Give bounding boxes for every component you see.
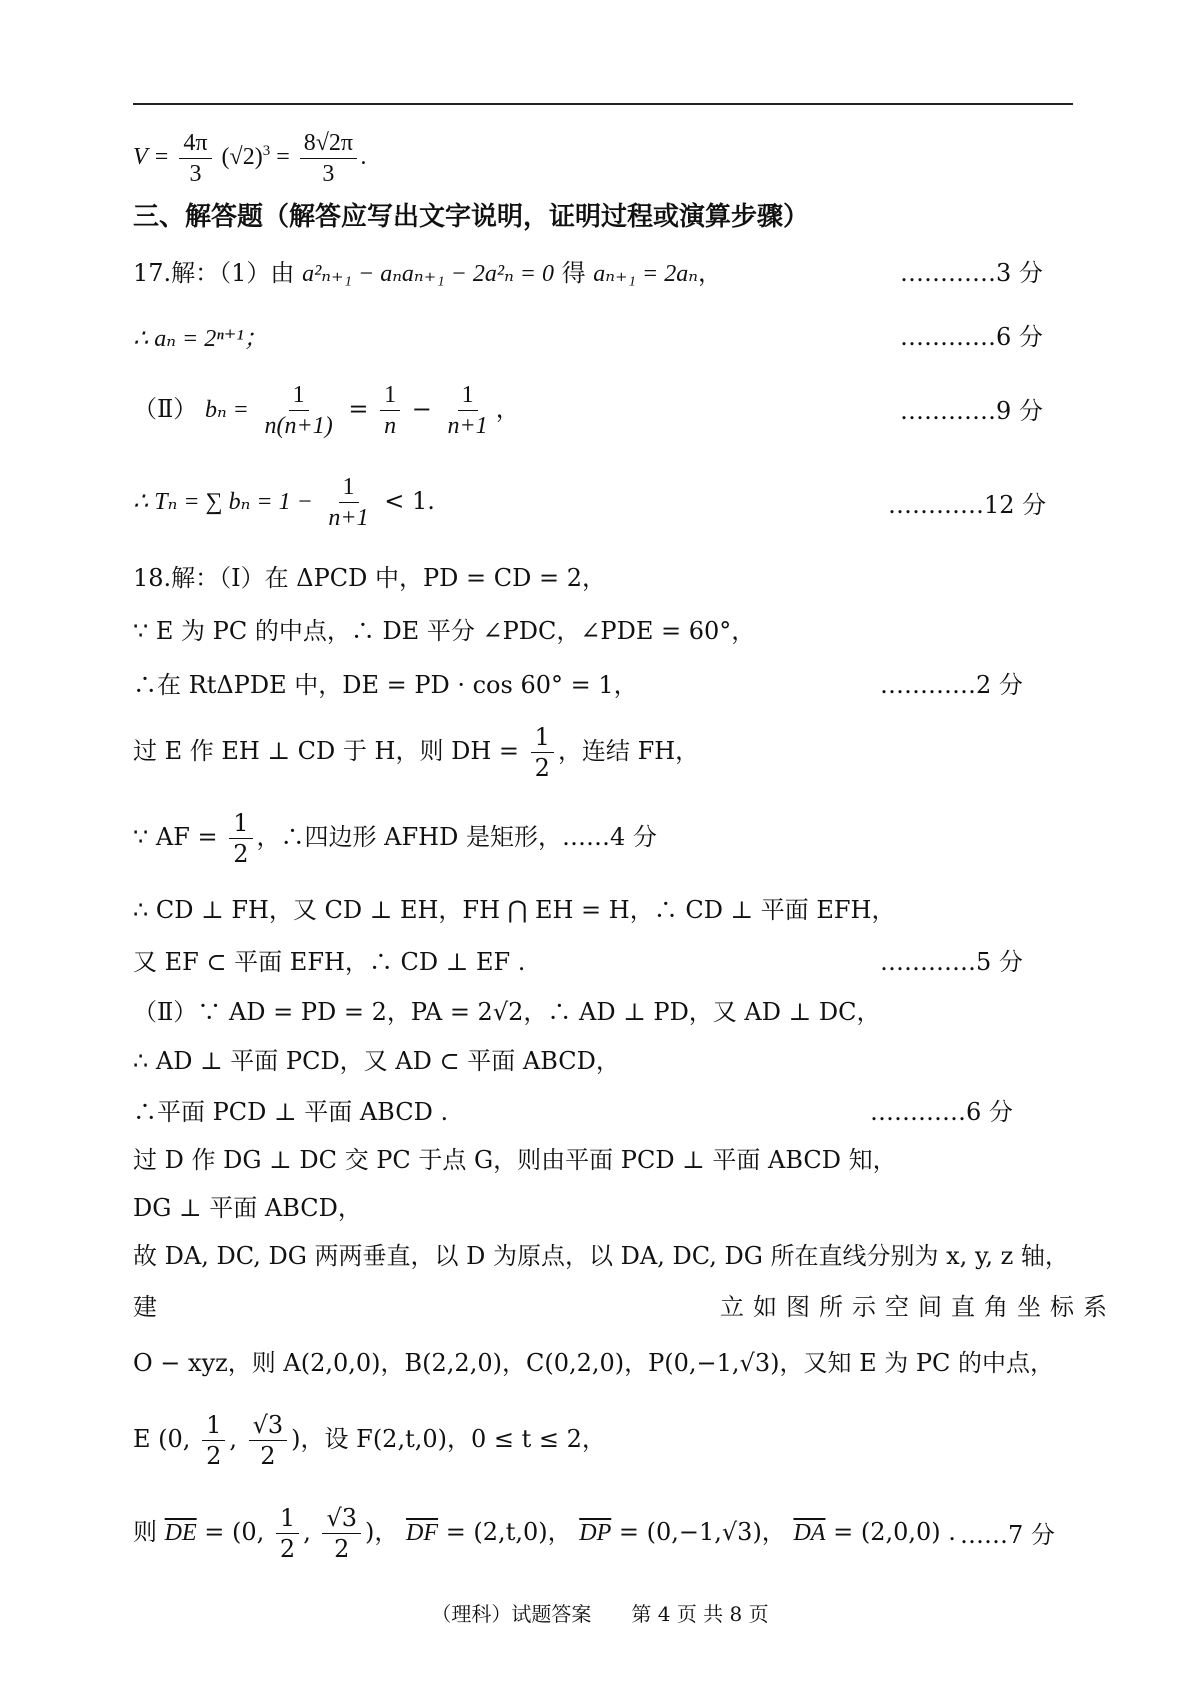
score-mark: …………9 分 bbox=[900, 397, 1043, 425]
q18-line-16: E (0, $\frac{1}{2}$ , $\frac{√3}{2}$ )，设 F(2,t,0)，0 ≤ t ≤ 2， bbox=[133, 1411, 606, 1470]
fraction: $\frac{1}{n+1}$ bbox=[328, 474, 369, 531]
q18-line-11: 过 D 作 DG ⊥ DC 交 PC 于点 G，则由平面 PCD ⊥ 平面 ABCD 知， bbox=[133, 1146, 897, 1174]
q18-line-3: ∴在 RtΔPDE 中，DE = PD · cos 60° = 1， bbox=[133, 671, 638, 699]
q17-line-4: ∴ Tₙ = ∑ bₙ = 1 − $\frac{1}{n+1}$ < 1. bbox=[133, 474, 435, 531]
vector-label: $\overline{DA}$ bbox=[793, 1520, 826, 1546]
fraction: $\frac{4\pi}{3}$ bbox=[179, 128, 211, 189]
q18-line-1: 18.解：（Ⅰ）在 ΔPCD 中，PD = CD = 2， bbox=[133, 564, 606, 592]
fraction: $\frac{1}{2}$ bbox=[276, 1503, 299, 1564]
q18-line-17: 则 $\overline{DE} = (0$, $\frac{1}{2}$ , $\frac{√3}{2}$ )， $\overline{DF} = (2,t,0)$， $\overline{DP} = (0,-1,√3)$， $\overline{DA} = (2,0,0)$ . bbox=[133, 1504, 956, 1563]
vector-label: $\overline{DP}$ bbox=[579, 1520, 612, 1546]
q18-line-10: ∴平面 PCD ⊥ 平面 ABCD . bbox=[133, 1098, 449, 1126]
fraction: $\frac{√3}{2}$ bbox=[322, 1503, 361, 1564]
score-mark: …………2 分 bbox=[880, 671, 1023, 699]
vector-label: $\overline{DF}$ bbox=[406, 1520, 439, 1546]
q18-line-5: ∵ AF = $\frac{1}{2}$ ，∴四边形 AFHD 是矩形，……4 分 bbox=[133, 809, 657, 868]
q18-line-15: O − xyz，则 A(2,0,0)，B(2,2,0)，C(0,2,0)，P(0,−1,√3)，又知 E 为 PC 的中点， bbox=[133, 1349, 1055, 1377]
q18-line-14-right: 立如图所示空间直角坐标系 bbox=[720, 1293, 1116, 1321]
q18-line-13: 故 DA, DC, DG 两两垂直，以 D 为原点，以 DA, DC, DG 所在直线分别为 x, y, z 轴， bbox=[133, 1242, 1069, 1270]
fraction: $\frac{1}{n+1}$ bbox=[447, 382, 488, 439]
fraction: $\frac{1}{n(n+1)}$ bbox=[264, 382, 333, 439]
q18-line-4: 过 E 作 EH ⊥ CD 于 H，则 DH = $\frac{1}{2}$ ，连结 FH， bbox=[133, 723, 700, 782]
q18-line-6: ∴ CD ⊥ FH，又 CD ⊥ EH，FH ⋂ EH = H，∴ CD ⊥ 平面 EFH， bbox=[133, 896, 896, 924]
score-mark: …………12 分 bbox=[888, 491, 1047, 519]
q18-line-2: ∵ E 为 PC 的中点，∴ DE 平分 ∠PDC，∠PDE = 60°， bbox=[133, 617, 756, 645]
section-heading: 三、解答题（解答应写出文字说明，证明过程或演算步骤） bbox=[133, 202, 810, 232]
score-mark: …………6 分 bbox=[900, 323, 1043, 351]
fraction: $\frac{1}{2}$ bbox=[531, 722, 554, 783]
q18-line-8: （Ⅱ）∵ AD = PD = 2，PA = 2√2，∴ AD ⊥ PD，又 AD ⊥ DC， bbox=[133, 998, 881, 1026]
score-mark: …………3 分 bbox=[900, 259, 1043, 287]
score-mark: …………5 分 bbox=[880, 948, 1023, 976]
score-mark: ……7 分 bbox=[960, 1521, 1055, 1549]
q18-line-7: 又 EF ⊂ 平面 EFH，∴ CD ⊥ EF . bbox=[133, 948, 526, 976]
q17-line-1: 17.解：（1）由 a²ₙ₊₁ − aₙaₙ₊₁ − 2a²ₙ = 0 得 aₙ₊₁ = 2aₙ， bbox=[133, 259, 722, 287]
q18-line-9: ∴ AD ⊥ 平面 PCD，又 AD ⊂ 平面 ABCD， bbox=[133, 1047, 620, 1075]
fraction: $\frac{8√2\pi}{3}$ bbox=[300, 128, 357, 189]
page-footer: （理科）试题答案 第 4 页 共 8 页 bbox=[431, 1602, 769, 1626]
q18-line-12: DG ⊥ 平面 ABCD， bbox=[133, 1194, 362, 1222]
fraction: $\frac{√3}{2}$ bbox=[249, 1410, 288, 1471]
fraction: $\frac{1}{n}$ bbox=[380, 380, 400, 441]
vector-label: $\overline{DE}$ bbox=[164, 1520, 197, 1546]
score-mark: …………6 分 bbox=[870, 1098, 1013, 1126]
q17-line-2: ∴ aₙ = 2ⁿ⁺¹； bbox=[133, 326, 268, 352]
top-rule bbox=[133, 103, 1073, 105]
q18-line-14-left: 建 bbox=[133, 1293, 157, 1321]
volume-formula: V = $\frac{4\pi}{3}$ $(√2)^3$ = $\frac{8√2\pi}{3}$ . bbox=[133, 130, 368, 187]
fraction: $\frac{1}{2}$ bbox=[229, 808, 252, 869]
q17-line-3: （Ⅱ） bₙ = $\frac{1}{n(n+1)}$ = $\frac{1}{n}$ − $\frac{1}{n+1}$ ， bbox=[133, 382, 520, 439]
fraction: $\frac{1}{2}$ bbox=[202, 1410, 225, 1471]
